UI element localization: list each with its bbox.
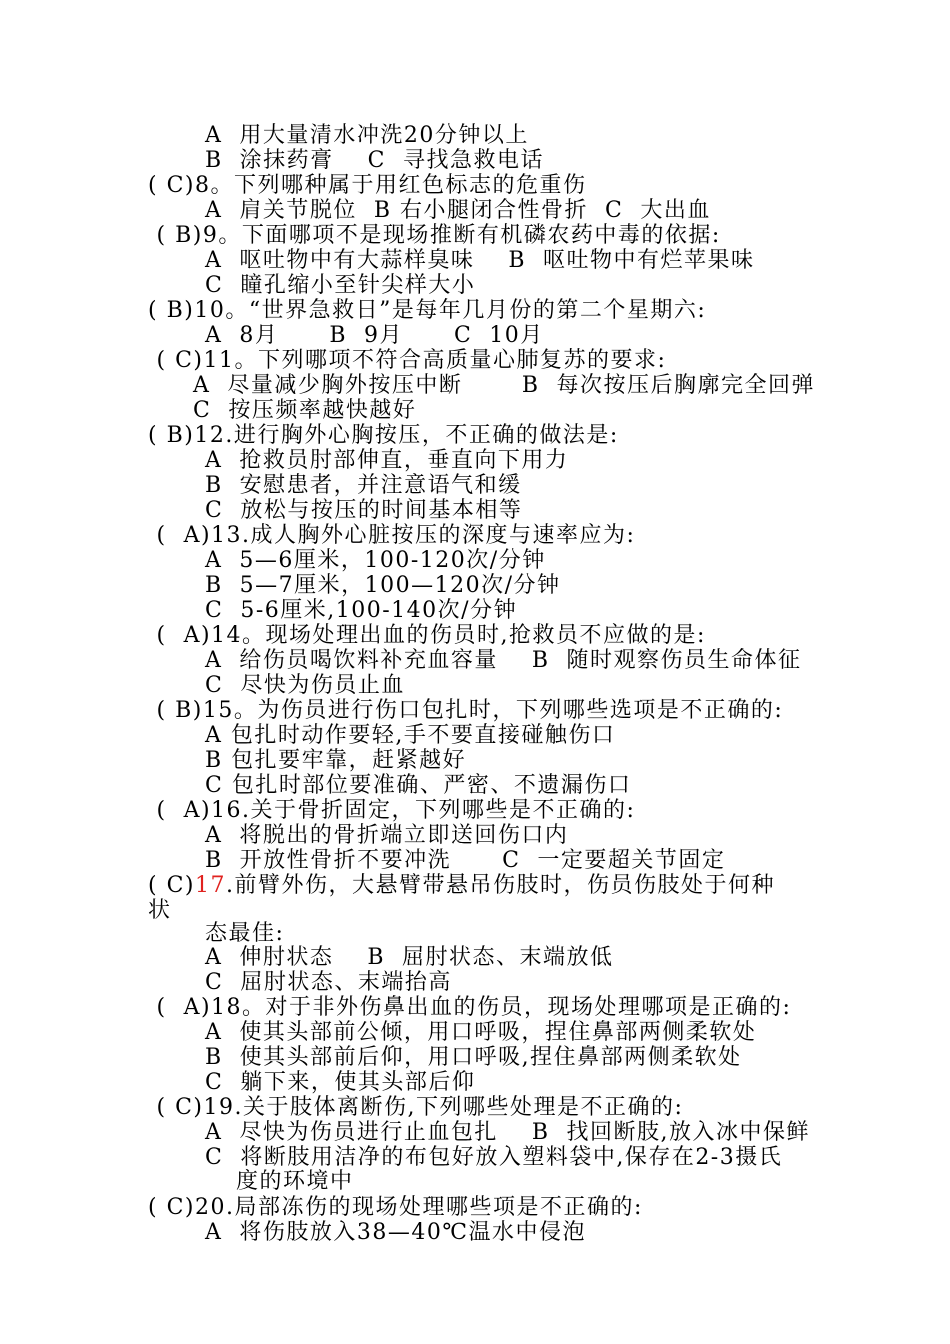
question-line: ( B)9。下面哪项不是现场推断有机磷农药中毒的依据: xyxy=(148,223,721,248)
question-line: ( C)20.局部冻伤的现场处理哪些项是不正确的: xyxy=(148,1195,643,1220)
question-line: ( A)14。现场处理出血的伤员时,抢救员不应做的是: xyxy=(148,623,706,648)
option-line: C 按压频率越快越好 xyxy=(193,398,417,423)
question-17-prefix: ( C) xyxy=(148,873,195,898)
option-line: B 涂抹药膏 C 寻找急救电话 xyxy=(205,148,544,173)
option-line: B 包扎要牢靠，赶紧越好 xyxy=(205,748,467,773)
option-line: B 使其头部前后仰，用口呼吸,捏住鼻部两侧柔软处 xyxy=(205,1045,742,1070)
option-line: A 8月 B 9月 C 10月 xyxy=(205,323,544,348)
question-line: ( A)18。对于非外伤鼻出血的伤员，现场处理哪项是正确的: xyxy=(148,995,792,1020)
option-line: A 用大量清水冲洗20分钟以上 xyxy=(205,123,529,148)
question-17-text: .前臂外伤，大悬臂带悬吊伤肢时，伤员伤肢处于何种 xyxy=(226,873,775,898)
question-line: ( B)12.进行胸外心胸按压，不正确的做法是: xyxy=(148,423,619,448)
option-line: B 开放性骨折不要冲洗 C 一定要超关节固定 xyxy=(205,848,726,873)
question-line-17 xyxy=(148,874,775,898)
option-line: 态最佳: xyxy=(205,921,285,946)
option-line: C 躺下来，使其头部后仰 xyxy=(205,1070,476,1095)
option-line: A 包扎时动作要轻,手不要直接碰触伤口 xyxy=(205,723,616,748)
option-line: A 尽量减少胸外按压中断 B 每次按压后胸廓完全回弹 xyxy=(193,373,815,398)
option-line: A 呕吐物中有大蒜样臭味 B 呕吐物中有烂苹果味 xyxy=(205,248,755,273)
option-line: A 使其头部前公倾，用口呼吸，捏住鼻部两侧柔软处 xyxy=(205,1020,757,1045)
option-line: A 抢救员肘部伸直，垂直向下用力 xyxy=(205,448,569,473)
option-line: C 屈肘状态、末端抬高 xyxy=(205,970,452,995)
option-line-wrap: 度的环境中 xyxy=(236,1169,354,1194)
question-line: ( A)16.关于骨折固定，下列哪些是不正确的: xyxy=(148,798,636,823)
question-line-wrap: 状 xyxy=(148,898,172,923)
question-line: ( B)10。“世界急救日”是每年几月份的第二个星期六: xyxy=(148,298,707,323)
question-17-number: 17 xyxy=(195,873,226,898)
option-line: A 肩关节脱位 B 右小腿闭合性骨折 C 大出血 xyxy=(205,198,711,223)
question-line: ( C)19.关于肢体离断伤,下列哪些处理是不正确的: xyxy=(148,1095,684,1120)
option-line: C 尽快为伤员止血 xyxy=(205,673,405,698)
option-line: A 给伤员喝饮料补充血容量 B 随时观察伤员生命体征 xyxy=(205,648,802,673)
question-line: ( B)15。为伤员进行伤口包扎时，下列哪些选项是不正确的: xyxy=(148,698,784,723)
option-line: A 伸肘状态 B 屈肘状态、末端放低 xyxy=(205,945,614,970)
option-line: B 5—7厘米，100—120次/分钟 xyxy=(205,573,561,598)
option-line: B 安慰患者，并注意语气和缓 xyxy=(205,473,522,498)
question-line: ( A)13.成人胸外心脏按压的深度与速率应为: xyxy=(148,523,636,548)
question-line: ( C)11。下列哪项不符合高质量心肺复苏的要求: xyxy=(148,348,667,373)
option-line: A 5—6厘米，100-120次/分钟 xyxy=(205,548,546,573)
option-line: C 包扎时部位要准确、严密、不遗漏伤口 xyxy=(205,773,632,798)
option-line: C 将断肢用洁净的布包好放入塑料袋中,保存在2-3摄氏 xyxy=(205,1145,783,1170)
question-line: ( C)8。下列哪种属于用红色标志的危重伤 xyxy=(148,173,587,198)
option-line: C 放松与按压的时间基本相等 xyxy=(205,498,523,523)
option-line: A 将伤肢放入38—40℃温水中侵泡 xyxy=(205,1220,586,1245)
option-line: C 5-6厘米,100-140次/分钟 xyxy=(205,598,518,623)
option-line: A 尽快为伤员进行止血包扎 B 找回断肢,放入冰中保鲜 xyxy=(205,1120,810,1145)
option-line: A 将脱出的骨折端立即送回伤口内 xyxy=(205,823,569,848)
option-line: C 瞳孔缩小至针尖样大小 xyxy=(205,273,476,298)
